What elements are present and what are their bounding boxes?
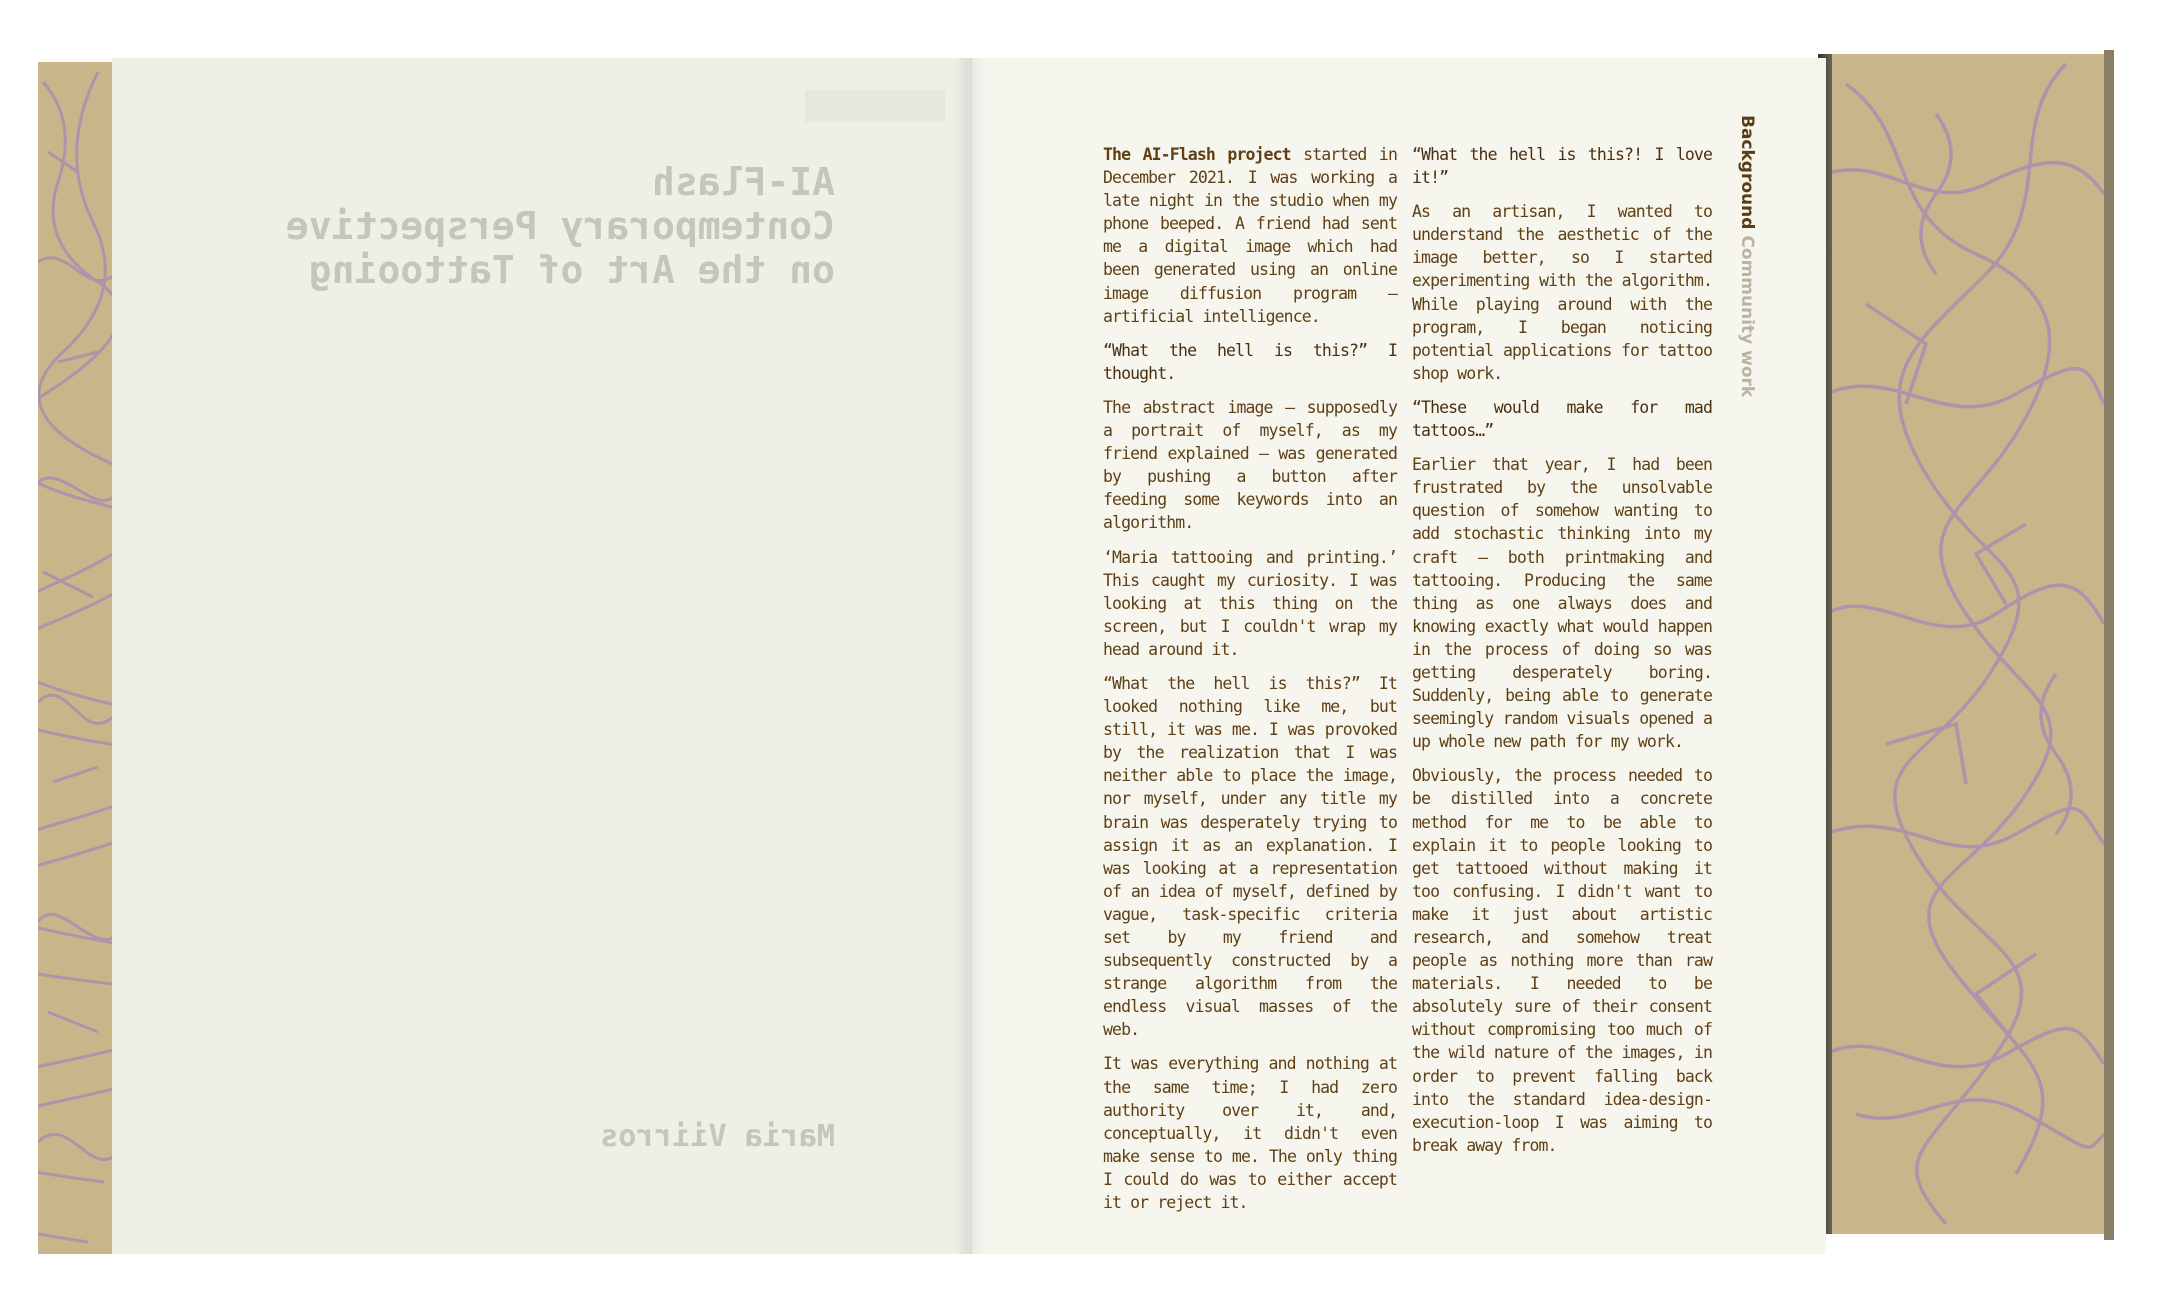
cover-edge-right bbox=[1826, 54, 2104, 1234]
paragraph-10: Earlier that year, I had been frustrated by the unsolvable question of somehow wanting to add stochastic thinking into my craft – both printmaking and tattooing. Producing the same thing as one always does and knowing exactly what would happen in the process of doing so was getting desperately boring. Suddenly, being able to generate seemingly random visuals opened a up whole new path for my work. bbox=[1412, 455, 1712, 752]
section-tab-background: Background bbox=[1737, 115, 1757, 230]
paragraph-11: Obviously, the process needed to be distilled into a concrete method for me to be able to explain it to people looking to get tattooed without making it too confusing. I didn't want to make it just about artistic research, and somehow treat people as nothing more than raw materials. I needed to be absolutely sure of their consent without compromising too much of the wild nature of the images, in order to prevent falling back into the standard idea-design-execution-loop I was aiming to break away from. bbox=[1412, 766, 1712, 1155]
ghost-title-line-2: Contemporary Perspective bbox=[285, 204, 835, 248]
section-side-tab bbox=[1735, 115, 1759, 405]
paragraph-6: It was everything and nothing at the same time; I had zero authority over it, and, conceptually, it didn't even make sense to me. The only thing I could do was to either accept it or reject it. bbox=[1103, 1054, 1397, 1213]
paragraph-5: “What the hell is this?” It looked nothing like me, but still, it was me. I was provoked by the realization that I was neither able to place the image, nor myself, under any title my brain was desperately trying to assign it as an explanation. I was looking at a representation of an idea of myself, defined by vague, task-specific criteria set by my friend and subsequently constructed by a strange algorithm from the endless visual masses of the web. bbox=[1103, 673, 1397, 1040]
paragraph-9: “These would make for mad tattoos…” bbox=[1412, 397, 1712, 441]
ghost-title-line-3: on the Art of Tattooing bbox=[308, 248, 835, 292]
body-column-1 bbox=[1103, 143, 1397, 1225]
paragraph-1 bbox=[1103, 143, 1397, 328]
ghost-author: Maria Viirros bbox=[600, 1119, 835, 1154]
body-column-2 bbox=[1412, 143, 1712, 1168]
paragraph-3: The abstract image – supposedly a portrait of myself, as my friend explained – was generated by pushing a button after feeding some keywords into an algorithm. bbox=[1103, 397, 1397, 533]
page-gutter bbox=[955, 58, 985, 1254]
cover-edge-left bbox=[38, 62, 118, 1254]
lead-in: The AI-Flash project bbox=[1103, 145, 1291, 164]
book-fore-edge bbox=[2104, 50, 2114, 1240]
paragraph-1-text: started in December 2021. I was working a late night in the studio when my phone beeped. A friend had sent me a digital image which had been generated using an online image diffusion program – artificial intelligence. bbox=[1103, 145, 1397, 326]
floral-pattern-left bbox=[38, 62, 118, 1254]
paragraph-2: “What the hell is this?” I thought. bbox=[1103, 340, 1397, 383]
faint-mark bbox=[805, 90, 945, 122]
paragraph-7: “What the hell is this?! I love it!” bbox=[1412, 145, 1712, 188]
ghost-title bbox=[275, 160, 835, 292]
paragraph-4: ‘Maria tattooing and printing.’ This caught my curiosity. I was looking at this thing on the screen, but I couldn't wrap my head around it. bbox=[1103, 547, 1397, 659]
section-tab-community-work: Community work bbox=[1737, 235, 1757, 398]
ghost-title-line-1: AI-Flash bbox=[651, 160, 835, 204]
floral-pattern-right bbox=[1826, 54, 2104, 1234]
paragraph-8: As an artisan, I wanted to understand the aesthetic of the image better, so I started experimenting with the algorithm. While playing around with the program, I began noticing potential applications for tattoo shop work. bbox=[1412, 202, 1712, 383]
